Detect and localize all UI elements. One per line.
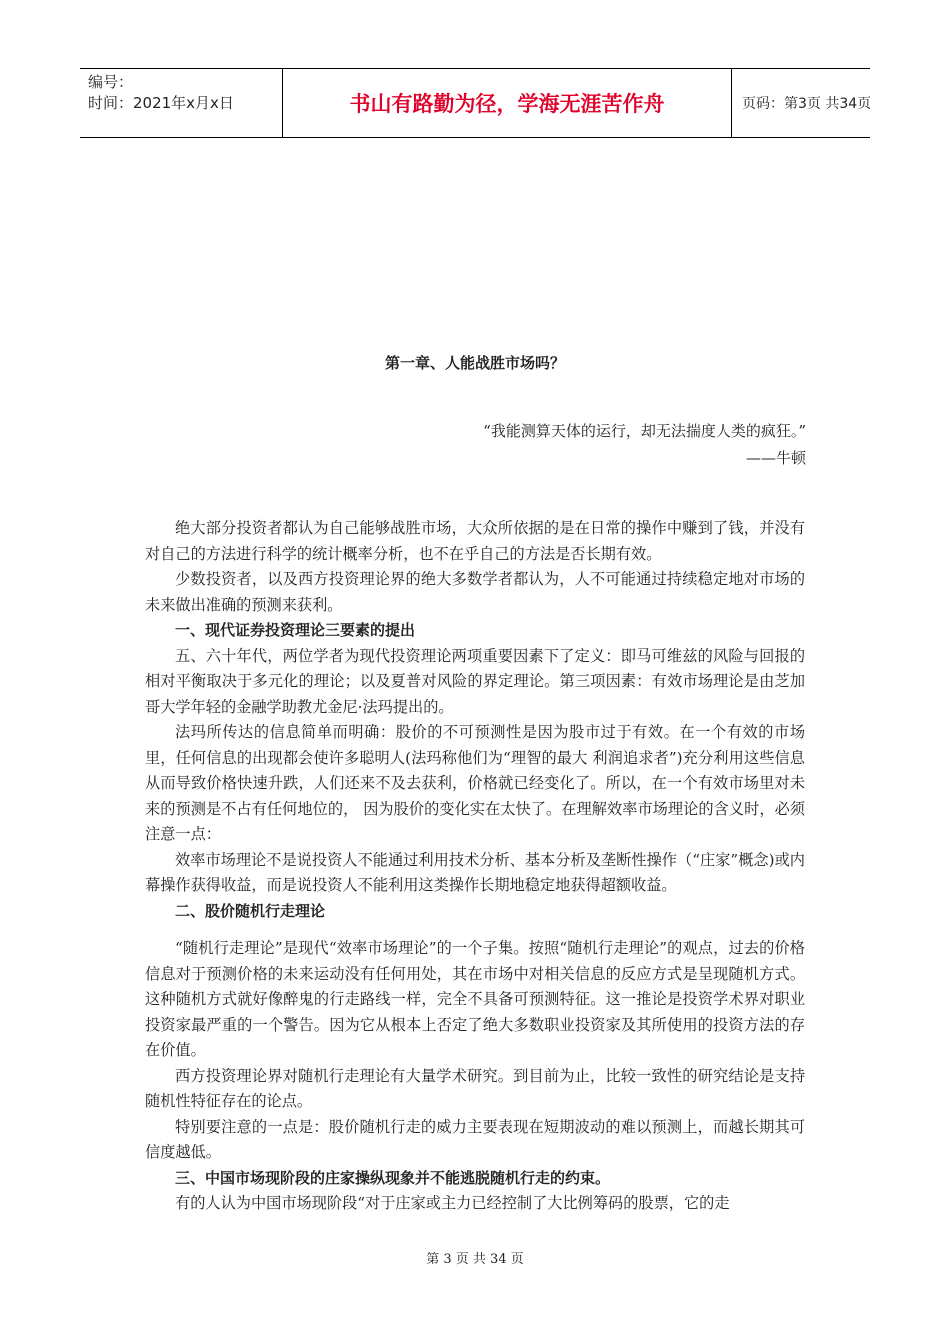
paragraph: 绝大部分投资者都认为自己能够战胜市场，大众所依据的是在日常的操作中赚到了钱，并没有对自己的方法进行科学的统计概率分析，也不在乎自己的方法是否长期有效。 xyxy=(145,519,805,563)
paragraph: 西方投资理论界对随机行走理论有大量学术研究。到目前为止，比较一致性的研究结论是支持随机性特征存在的论点。 xyxy=(145,1066,805,1110)
epigraph-author: ——牛顿 xyxy=(745,449,806,467)
body-section-1 xyxy=(145,516,805,924)
paragraph: 效率市场理论不是说投资人不能通过利用技术分析、基本分析及垄断性操作（“庄家”概念)或内幕操作获得收益，而是说投资人不能利用这类操作长期地稳定地获得超额收益。 xyxy=(145,850,805,894)
paragraph: 法玛所传达的信息简单而明确：股价的不可预测性是因为股市过于有效。在一个有效的市场里，任何信息的出现都会使许多聪明人(法玛称他们为“理智的最大 利润追求者”)充分利用这些信息从而导致价格快速升跌，人们还来不及去获利，价格就已经变化了。所以，在一个有效市场里对未来的预测是不占有任何地位的， 因为股价的变化实在太快了。在理解效率市场理论的含义时，必须注意一点： xyxy=(145,723,805,843)
page-footer: 第 3 页 共 34 页 xyxy=(426,1252,524,1267)
paragraph: “随机行走理论”是现代“效率市场理论”的一个子集。按照“随机行走理论”的观点，过去的价格信息对于预测价格的未来运动没有任何用处，其在市场中对相关信息的反应方式是呈现随机方式。这种随机方式就好像醉鬼的行走路线一样，完全不具备可预测特征。这一推论是投资学术界对职业投资家最严重的一个警告。因为它从根本上否定了绝大多数职业投资家及其所使用的投资方法的存在价值。 xyxy=(145,939,805,1059)
section-heading: 三、中国市场现阶段的庄家操纵现象并不能逃脱随机行走的约束。 xyxy=(175,1168,611,1187)
header-meta xyxy=(80,69,282,137)
page-header xyxy=(80,68,870,138)
document-date-label: 时间：2021年x月x日 xyxy=(88,94,234,112)
paragraph: 有的人认为中国市场现阶段“对于庄家或主力已经控制了大比例筹码的股票，它的走 xyxy=(175,1194,730,1212)
document-number-label: 编号： xyxy=(88,73,134,91)
paragraph: 少数投资者，以及西方投资理论界的绝大多数学者都认为，人不可能通过持续稳定地对市场的未来做出准确的预测来获利。 xyxy=(145,570,805,614)
header-motto: 书山有路勤为径，学海无涯苦作舟 xyxy=(282,69,732,137)
paragraph: 五、六十年代，两位学者为现代投资理论两项重要因素下了定义：即马可维兹的风险与回报的相对平衡取决于多元化的理论；以及夏普对风险的界定理论。第三项因素：有效市场理论是由芝加哥大学年轻的金融学助教尤金尼·法玛提出的。 xyxy=(145,646,805,716)
header-page-label: 页码：第3页 共34页 xyxy=(742,96,872,112)
epigraph-quote: “我能测算天体的运行，却无法揣度人类的疯狂。” xyxy=(483,422,806,440)
paragraph: 特别要注意的一点是：股价随机行走的威力主要表现在短期波动的难以预测上，而越长期其可信度越低。 xyxy=(145,1117,805,1161)
section-heading: 一、现代证券投资理论三要素的提出 xyxy=(175,621,416,639)
section-heading: 二、股价随机行走理论 xyxy=(175,901,326,920)
chapter-title: 第一章、人能战胜市场吗？ xyxy=(384,354,565,372)
body-section-2 xyxy=(145,936,805,1217)
